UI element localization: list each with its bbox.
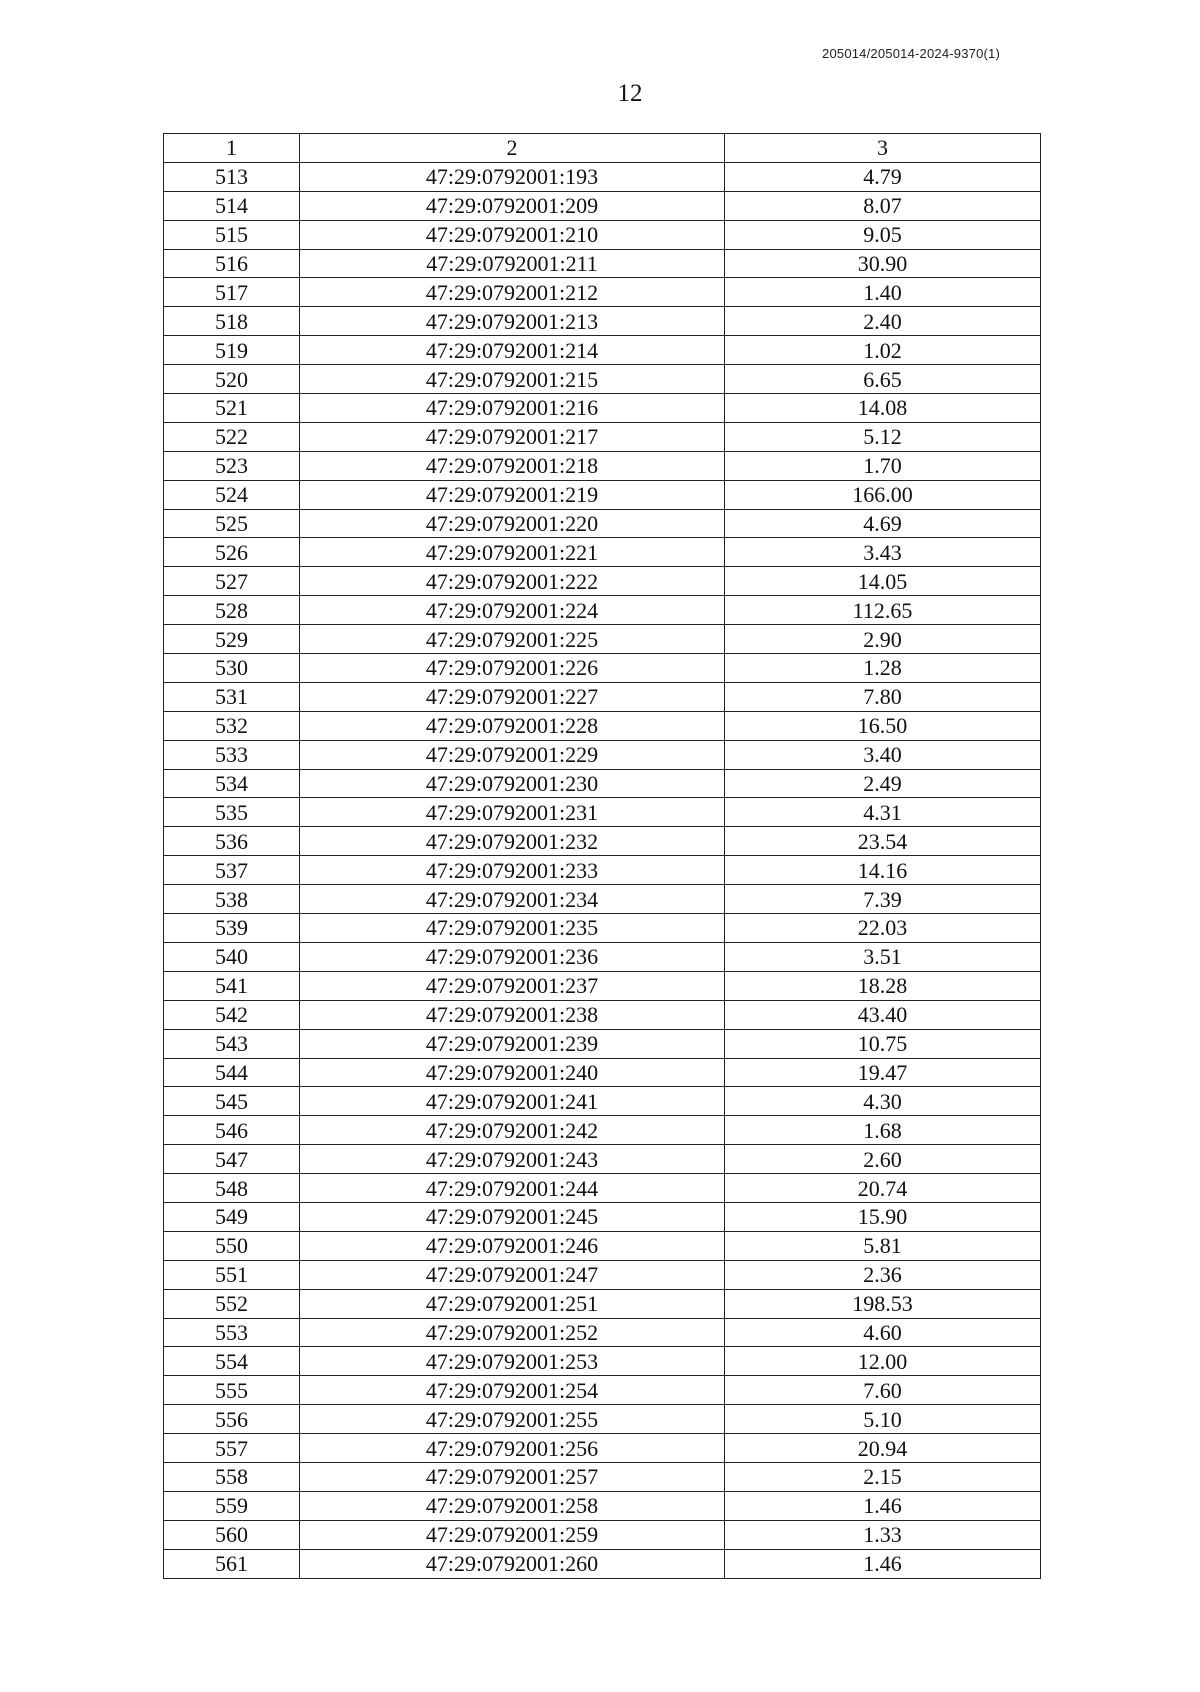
- cadastral-number-cell: 47:29:0792001:221: [300, 538, 725, 567]
- table-row: [164, 1462, 1041, 1491]
- table-row: [164, 856, 1041, 885]
- table-row: [164, 1520, 1041, 1549]
- table-row: [164, 1000, 1041, 1029]
- row-number-cell: 556: [164, 1405, 300, 1434]
- row-number-cell: 545: [164, 1087, 300, 1116]
- cadastral-number-cell: 47:29:0792001:214: [300, 336, 725, 365]
- table-row: [164, 1549, 1041, 1578]
- table-row: [164, 220, 1041, 249]
- cadastral-number-cell: 47:29:0792001:260: [300, 1549, 725, 1578]
- value-cell: 2.60: [725, 1145, 1041, 1174]
- table-row: [164, 451, 1041, 480]
- row-number-cell: 534: [164, 769, 300, 798]
- row-number-cell: 550: [164, 1231, 300, 1260]
- table-row: [164, 914, 1041, 943]
- cadastral-number-cell: 47:29:0792001:209: [300, 191, 725, 220]
- value-cell: 43.40: [725, 1000, 1041, 1029]
- row-number-cell: 514: [164, 191, 300, 220]
- value-cell: 166.00: [725, 480, 1041, 509]
- row-number-cell: 513: [164, 162, 300, 191]
- table-row: [164, 1202, 1041, 1231]
- row-number-cell: 549: [164, 1202, 300, 1231]
- cadastral-number-cell: 47:29:0792001:234: [300, 885, 725, 914]
- cadastral-number-cell: 47:29:0792001:218: [300, 451, 725, 480]
- table-row: [164, 596, 1041, 625]
- row-number-cell: 533: [164, 740, 300, 769]
- table-row: [164, 191, 1041, 220]
- cadastral-number-cell: 47:29:0792001:240: [300, 1058, 725, 1087]
- row-number-cell: 524: [164, 480, 300, 509]
- table-row: [164, 307, 1041, 336]
- cadastral-number-cell: 47:29:0792001:245: [300, 1202, 725, 1231]
- value-cell: 30.90: [725, 249, 1041, 278]
- value-cell: 7.80: [725, 682, 1041, 711]
- table-row: [164, 682, 1041, 711]
- header-row: [164, 134, 1041, 163]
- table-row: [164, 654, 1041, 683]
- table-row: [164, 336, 1041, 365]
- column-header-3: 3: [725, 134, 1041, 163]
- row-number-cell: 523: [164, 451, 300, 480]
- document-reference: 205014/205014-2024-9370(1): [822, 46, 1000, 61]
- cadastral-number-cell: 47:29:0792001:226: [300, 654, 725, 683]
- cadastral-number-cell: 47:29:0792001:254: [300, 1376, 725, 1405]
- row-number-cell: 547: [164, 1145, 300, 1174]
- value-cell: 20.74: [725, 1174, 1041, 1203]
- cadastral-number-cell: 47:29:0792001:259: [300, 1520, 725, 1549]
- value-cell: 9.05: [725, 220, 1041, 249]
- row-number-cell: 543: [164, 1029, 300, 1058]
- table-row: [164, 422, 1041, 451]
- value-cell: 112.65: [725, 596, 1041, 625]
- cadastral-number-cell: 47:29:0792001:251: [300, 1289, 725, 1318]
- row-number-cell: 560: [164, 1520, 300, 1549]
- value-cell: 2.90: [725, 625, 1041, 654]
- table-row: [164, 1289, 1041, 1318]
- cadastral-number-cell: 47:29:0792001:258: [300, 1491, 725, 1520]
- cadastral-number-cell: 47:29:0792001:242: [300, 1116, 725, 1145]
- table-row: [164, 711, 1041, 740]
- value-cell: 4.79: [725, 162, 1041, 191]
- row-number-cell: 530: [164, 654, 300, 683]
- value-cell: 7.39: [725, 885, 1041, 914]
- table-row: [164, 1318, 1041, 1347]
- cadastral-number-cell: 47:29:0792001:227: [300, 682, 725, 711]
- column-header-1: 1: [164, 134, 300, 163]
- value-cell: 19.47: [725, 1058, 1041, 1087]
- cadastral-number-cell: 47:29:0792001:230: [300, 769, 725, 798]
- row-number-cell: 542: [164, 1000, 300, 1029]
- value-cell: 6.65: [725, 365, 1041, 394]
- value-cell: 1.70: [725, 451, 1041, 480]
- page-number: 12: [617, 80, 643, 107]
- value-cell: 14.16: [725, 856, 1041, 885]
- table-row: [164, 1434, 1041, 1463]
- cadastral-number-cell: 47:29:0792001:222: [300, 567, 725, 596]
- row-number-cell: 552: [164, 1289, 300, 1318]
- value-cell: 3.51: [725, 942, 1041, 971]
- cadastral-number-cell: 47:29:0792001:252: [300, 1318, 725, 1347]
- value-cell: 5.81: [725, 1231, 1041, 1260]
- value-cell: 1.02: [725, 336, 1041, 365]
- row-number-cell: 525: [164, 509, 300, 538]
- value-cell: 4.30: [725, 1087, 1041, 1116]
- value-cell: 22.03: [725, 914, 1041, 943]
- value-cell: 1.46: [725, 1549, 1041, 1578]
- row-number-cell: 544: [164, 1058, 300, 1087]
- row-number-cell: 529: [164, 625, 300, 654]
- table-row: [164, 1491, 1041, 1520]
- value-cell: 3.43: [725, 538, 1041, 567]
- table-row: [164, 1116, 1041, 1145]
- cadastral-number-cell: 47:29:0792001:224: [300, 596, 725, 625]
- row-number-cell: 555: [164, 1376, 300, 1405]
- cadastral-number-cell: 47:29:0792001:246: [300, 1231, 725, 1260]
- table-row: [164, 538, 1041, 567]
- row-number-cell: 526: [164, 538, 300, 567]
- table-row: [164, 1260, 1041, 1289]
- table-body: [164, 162, 1041, 1578]
- table-row: [164, 278, 1041, 307]
- table-row: [164, 162, 1041, 191]
- table-row: [164, 1145, 1041, 1174]
- table-row: [164, 1174, 1041, 1203]
- table-row: [164, 798, 1041, 827]
- cadastral-number-cell: 47:29:0792001:233: [300, 856, 725, 885]
- cadastral-number-cell: 47:29:0792001:256: [300, 1434, 725, 1463]
- value-cell: 1.46: [725, 1491, 1041, 1520]
- row-number-cell: 528: [164, 596, 300, 625]
- cadastral-number-cell: 47:29:0792001:228: [300, 711, 725, 740]
- value-cell: 2.49: [725, 769, 1041, 798]
- cadastral-number-cell: 47:29:0792001:225: [300, 625, 725, 654]
- row-number-cell: 559: [164, 1491, 300, 1520]
- value-cell: 5.12: [725, 422, 1041, 451]
- row-number-cell: 551: [164, 1260, 300, 1289]
- row-number-cell: 516: [164, 249, 300, 278]
- value-cell: 2.40: [725, 307, 1041, 336]
- table-row: [164, 249, 1041, 278]
- value-cell: 2.36: [725, 1260, 1041, 1289]
- row-number-cell: 532: [164, 711, 300, 740]
- row-number-cell: 536: [164, 827, 300, 856]
- cadastral-number-cell: 47:29:0792001:220: [300, 509, 725, 538]
- row-number-cell: 519: [164, 336, 300, 365]
- register-table: [163, 133, 1041, 1579]
- row-number-cell: 541: [164, 971, 300, 1000]
- row-number-cell: 540: [164, 942, 300, 971]
- cadastral-number-cell: 47:29:0792001:229: [300, 740, 725, 769]
- row-number-cell: 531: [164, 682, 300, 711]
- value-cell: 14.05: [725, 567, 1041, 596]
- value-cell: 10.75: [725, 1029, 1041, 1058]
- row-number-cell: 522: [164, 422, 300, 451]
- row-number-cell: 537: [164, 856, 300, 885]
- table-row: [164, 769, 1041, 798]
- row-number-cell: 553: [164, 1318, 300, 1347]
- cadastral-number-cell: 47:29:0792001:212: [300, 278, 725, 307]
- value-cell: 20.94: [725, 1434, 1041, 1463]
- cadastral-number-cell: 47:29:0792001:216: [300, 394, 725, 423]
- row-number-cell: 538: [164, 885, 300, 914]
- value-cell: 4.60: [725, 1318, 1041, 1347]
- value-cell: 18.28: [725, 971, 1041, 1000]
- table-row: [164, 740, 1041, 769]
- row-number-cell: 515: [164, 220, 300, 249]
- table-row: [164, 1087, 1041, 1116]
- cadastral-number-cell: 47:29:0792001:247: [300, 1260, 725, 1289]
- table-row: [164, 1347, 1041, 1376]
- table-row: [164, 567, 1041, 596]
- table-row: [164, 509, 1041, 538]
- cadastral-number-cell: 47:29:0792001:217: [300, 422, 725, 451]
- cadastral-number-cell: 47:29:0792001:232: [300, 827, 725, 856]
- row-number-cell: 539: [164, 914, 300, 943]
- value-cell: 5.10: [725, 1405, 1041, 1434]
- table-row: [164, 480, 1041, 509]
- cadastral-number-cell: 47:29:0792001:193: [300, 162, 725, 191]
- cadastral-number-cell: 47:29:0792001:231: [300, 798, 725, 827]
- table-row: [164, 942, 1041, 971]
- cadastral-number-cell: 47:29:0792001:243: [300, 1145, 725, 1174]
- row-number-cell: 558: [164, 1462, 300, 1491]
- row-number-cell: 548: [164, 1174, 300, 1203]
- row-number-cell: 521: [164, 394, 300, 423]
- table-row: [164, 1376, 1041, 1405]
- value-cell: 14.08: [725, 394, 1041, 423]
- table-row: [164, 365, 1041, 394]
- table-row: [164, 1405, 1041, 1434]
- cadastral-number-cell: 47:29:0792001:241: [300, 1087, 725, 1116]
- value-cell: 15.90: [725, 1202, 1041, 1231]
- value-cell: 1.33: [725, 1520, 1041, 1549]
- row-number-cell: 527: [164, 567, 300, 596]
- table-row: [164, 1029, 1041, 1058]
- cadastral-number-cell: 47:29:0792001:237: [300, 971, 725, 1000]
- value-cell: 8.07: [725, 191, 1041, 220]
- row-number-cell: 520: [164, 365, 300, 394]
- value-cell: 12.00: [725, 1347, 1041, 1376]
- cadastral-number-cell: 47:29:0792001:215: [300, 365, 725, 394]
- row-number-cell: 546: [164, 1116, 300, 1145]
- value-cell: 1.68: [725, 1116, 1041, 1145]
- value-cell: 1.40: [725, 278, 1041, 307]
- cadastral-number-cell: 47:29:0792001:235: [300, 914, 725, 943]
- column-header-2: 2: [300, 134, 725, 163]
- cadastral-number-cell: 47:29:0792001:211: [300, 249, 725, 278]
- value-cell: 198.53: [725, 1289, 1041, 1318]
- row-number-cell: 554: [164, 1347, 300, 1376]
- cadastral-number-cell: 47:29:0792001:257: [300, 1462, 725, 1491]
- row-number-cell: 518: [164, 307, 300, 336]
- row-number-cell: 535: [164, 798, 300, 827]
- value-cell: 4.31: [725, 798, 1041, 827]
- table-row: [164, 1231, 1041, 1260]
- row-number-cell: 557: [164, 1434, 300, 1463]
- table-row: [164, 971, 1041, 1000]
- value-cell: 16.50: [725, 711, 1041, 740]
- cadastral-number-cell: 47:29:0792001:253: [300, 1347, 725, 1376]
- row-number-cell: 517: [164, 278, 300, 307]
- value-cell: 2.15: [725, 1462, 1041, 1491]
- cadastral-number-cell: 47:29:0792001:213: [300, 307, 725, 336]
- cadastral-number-cell: 47:29:0792001:210: [300, 220, 725, 249]
- cadastral-number-cell: 47:29:0792001:236: [300, 942, 725, 971]
- cadastral-number-cell: 47:29:0792001:219: [300, 480, 725, 509]
- value-cell: 3.40: [725, 740, 1041, 769]
- row-number-cell: 561: [164, 1549, 300, 1578]
- value-cell: 1.28: [725, 654, 1041, 683]
- table-row: [164, 1058, 1041, 1087]
- value-cell: 4.69: [725, 509, 1041, 538]
- value-cell: 7.60: [725, 1376, 1041, 1405]
- cadastral-number-cell: 47:29:0792001:239: [300, 1029, 725, 1058]
- table-row: [164, 827, 1041, 856]
- table-row: [164, 394, 1041, 423]
- cadastral-number-cell: 47:29:0792001:238: [300, 1000, 725, 1029]
- cadastral-number-cell: 47:29:0792001:244: [300, 1174, 725, 1203]
- table-row: [164, 885, 1041, 914]
- value-cell: 23.54: [725, 827, 1041, 856]
- cadastral-number-cell: 47:29:0792001:255: [300, 1405, 725, 1434]
- table-row: [164, 625, 1041, 654]
